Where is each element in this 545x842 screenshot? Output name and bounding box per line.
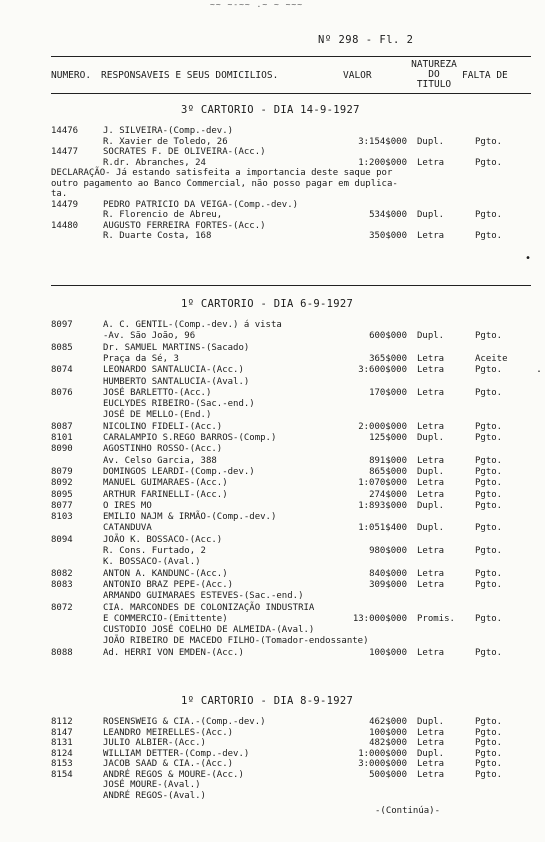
- entry-description: J. SILVEIRA-(Comp.-dev.): [103, 126, 234, 136]
- table-row: [51, 791, 531, 801]
- declaration-note: ta.: [51, 189, 68, 199]
- entry-value: 365$000: [369, 353, 407, 364]
- table-row: [51, 625, 531, 635]
- entry-description: JOÃO RIBEIRO DE MACEDO FILHO-(Tomador-endossante): [103, 636, 369, 647]
- continua-label: -(Continúa)-: [375, 806, 441, 816]
- table-row: [51, 231, 531, 241]
- entry-description: ROSENSWEIG & CIA.-(Comp.-dev.): [103, 717, 266, 727]
- entry-value: 350$000: [369, 231, 407, 241]
- entry-value: 500$000: [369, 769, 407, 780]
- section-header: 1º CARTORIO - DIA 8-9-1927: [181, 695, 354, 707]
- table-row: [51, 591, 531, 601]
- entry-status: Pgto.: [475, 568, 503, 579]
- column-falta: FALTA DE: [462, 70, 508, 81]
- entry-value: 1:200$000: [358, 157, 407, 168]
- entry-nature: Letra: [417, 489, 445, 500]
- entry-description: ANTON A. KANDUNC-(Acc.): [103, 568, 228, 579]
- entry-number: 8095: [51, 489, 73, 500]
- entry-value: 600$000: [369, 331, 407, 342]
- entry-description: LEANDRO MEIRELLES-(Acc.): [103, 727, 234, 738]
- table-row: [51, 388, 531, 398]
- entry-nature: Dupl.: [417, 523, 445, 534]
- table-row: [51, 377, 531, 387]
- table-row: [51, 399, 531, 409]
- entry-description: JOÃO K. BOSSACO-(Acc.): [103, 534, 223, 545]
- column-numero: NUMERO.: [51, 70, 92, 81]
- entry-status: Pgto.: [475, 387, 503, 398]
- entry-nature: Letra: [417, 579, 445, 590]
- entry-number: 14479: [51, 199, 79, 210]
- table-row: [51, 523, 531, 533]
- header-rule-bottom: [51, 93, 531, 94]
- entry-description: LEONARDO SANTALUCIA-(Acc.): [103, 365, 244, 376]
- table-row: [51, 210, 531, 220]
- table-row: [51, 221, 531, 231]
- entry-description: A. C. GENTIL-(Comp.-dev.) á vista: [103, 320, 282, 330]
- table-row: [51, 200, 531, 210]
- table-row: [51, 770, 531, 780]
- entry-number: 8077: [51, 500, 73, 511]
- entry-nature: Promis.: [417, 613, 455, 624]
- entry-value: 1:070$000: [358, 478, 407, 489]
- entry-description: R.dr. Abranches, 24: [103, 157, 206, 168]
- entry-status: Pgto.: [475, 478, 503, 489]
- entry-description: JULIO ALBIER-(Acc.): [103, 738, 206, 748]
- entry-status: Pgto.: [475, 489, 503, 500]
- entry-nature: Dupl.: [417, 748, 445, 759]
- entry-description: Praça da Sé, 3: [103, 353, 179, 364]
- entry-nature: Letra: [417, 455, 445, 466]
- entry-value: 125$000: [369, 433, 407, 443]
- entry-status: Pgto.: [475, 157, 503, 168]
- entry-value: 2:000$000: [358, 421, 407, 432]
- entry-status: Pgto.: [475, 500, 503, 511]
- declaration-note: DECLARAÇÃO- Já estando satisfeita a importancia deste saque por: [51, 168, 393, 178]
- entry-number: 8147: [51, 727, 73, 738]
- entry-description: SOCRATES F. DE OLIVEIRA-(Acc.): [103, 147, 266, 157]
- entry-nature: Letra: [417, 769, 445, 780]
- entry-number: 8090: [51, 444, 73, 455]
- page-reference: Nº 298 - Fl. 2: [318, 34, 414, 46]
- entry-status: Pgto.: [475, 579, 503, 590]
- entry-number: 8083: [51, 579, 73, 590]
- table-row: [51, 126, 531, 136]
- entry-status: Pgto.: [475, 727, 503, 738]
- entry-description: AGOSTINHO ROSSO-(Acc.): [103, 444, 223, 455]
- entry-description: HUMBERTO SANTALUCIA-(Aval.): [103, 376, 250, 387]
- table-row: [51, 354, 531, 364]
- entry-status: Pgto.: [475, 136, 503, 147]
- entry-description: CUSTODIO JOSÉ COELHO DE ALMEIDA-(Aval.): [103, 625, 315, 636]
- entry-nature: Letra: [417, 157, 445, 168]
- table-row: [51, 614, 531, 624]
- entry-nature: Letra: [417, 353, 445, 364]
- table-row: [51, 603, 531, 613]
- entry-nature: Letra: [417, 738, 445, 748]
- entry-number: 8154: [51, 769, 73, 780]
- header-rule-top: [51, 56, 531, 57]
- entry-nature: Letra: [417, 727, 445, 738]
- entry-value: 1:000$000: [358, 748, 407, 759]
- entry-description: JOSÉ MOURE-(Aval.): [103, 780, 201, 790]
- entry-nature: Letra: [417, 759, 445, 769]
- entry-description: R. Xavier de Toledo, 26: [103, 136, 228, 147]
- entry-description: ANDRÉ REGOS-(Aval.): [103, 790, 206, 801]
- entry-description: ANDRÉ REGOS & MOURE-(Acc.): [103, 769, 244, 780]
- entry-number: 8079: [51, 466, 73, 477]
- table-row: [51, 738, 531, 748]
- table-row: [51, 780, 531, 790]
- table-row: [51, 569, 531, 579]
- entry-nature: Dupl.: [417, 331, 445, 342]
- entry-description: E COMMERCIO-(Emittente): [103, 613, 228, 624]
- entry-description: CIA. MARCONDES DE COLONIZAÇÃO INDUSTRIA: [103, 602, 315, 613]
- entry-status: Pgto.: [475, 613, 503, 624]
- entry-nature: Dupl.: [417, 466, 445, 477]
- entry-value: 309$000: [369, 579, 407, 590]
- table-row: [51, 433, 531, 443]
- entry-number: 8072: [51, 602, 73, 613]
- entry-value: 980$000: [369, 546, 407, 556]
- entry-status: Pgto.: [475, 455, 503, 466]
- table-row: [51, 158, 531, 168]
- entry-nature: Letra: [417, 647, 445, 658]
- table-row: [51, 343, 531, 353]
- section-divider: [51, 285, 531, 286]
- entry-number: 8153: [51, 759, 73, 769]
- declaration-note: outro pagamento ao Banco Commercial, não posso pagar em duplica-: [51, 178, 398, 189]
- entry-description: -Av. São João, 96: [103, 331, 196, 342]
- entry-status: Pgto.: [475, 717, 503, 727]
- entry-value: 3:600$000: [358, 365, 407, 376]
- entry-value: 13:000$000: [352, 613, 407, 624]
- entry-description: O IRES MO: [103, 500, 152, 511]
- entry-value: 891$000: [369, 455, 407, 466]
- entry-description: R. Florencio de Abreu,: [103, 210, 223, 220]
- table-row: [51, 137, 531, 147]
- entry-nature: Dupl.: [417, 500, 445, 511]
- margin-dot: •: [525, 253, 532, 264]
- column-natureza: NATUREZA DO TITULO: [411, 59, 457, 90]
- margin-dot: .: [536, 364, 543, 375]
- entry-description: K. BOSSACO-(Aval.): [103, 557, 201, 568]
- entry-description: WILLIAM DETTER-(Comp.-dev.): [103, 748, 250, 759]
- entry-value: 840$000: [369, 568, 407, 579]
- table-row: [51, 456, 531, 466]
- entry-value: 100$000: [369, 647, 407, 658]
- table-row: [51, 501, 531, 511]
- entry-description: EUCLYDES RIBEIRO-(Sac.-end.): [103, 399, 255, 410]
- entry-nature: Letra: [417, 231, 445, 241]
- table-row: [51, 478, 531, 488]
- entry-nature: Dupl.: [417, 433, 445, 443]
- entry-status: Pgto.: [475, 647, 503, 658]
- entry-number: 8076: [51, 387, 73, 398]
- entry-value: 100$000: [369, 727, 407, 738]
- table-row: [51, 648, 531, 658]
- table-row: [51, 580, 531, 590]
- entry-description: ARMANDO GUIMARAES ESTEVES-(Sac.-end.): [103, 591, 304, 602]
- table-row: [51, 749, 531, 759]
- entry-value: 482$000: [369, 738, 407, 748]
- entry-description: JOSÉ DE MELLO-(End.): [103, 410, 212, 421]
- entry-description: NICOLINO FIDELI-(Acc.): [103, 421, 223, 432]
- section-header: 1º CARTORIO - DIA 6-9-1927: [181, 298, 354, 310]
- entry-value: 274$000: [369, 489, 407, 500]
- entry-number: 8131: [51, 738, 73, 748]
- table-row: [51, 759, 531, 769]
- entry-nature: Letra: [417, 546, 445, 556]
- entry-nature: Dupl.: [417, 717, 445, 727]
- entry-description: Av. Celso Garcia, 388: [103, 455, 217, 466]
- entry-status: Pgto.: [475, 421, 503, 432]
- table-row: [51, 444, 531, 454]
- entry-status: Aceite: [475, 353, 508, 364]
- entry-value: 1:051$400: [358, 523, 407, 534]
- entry-nature: Letra: [417, 387, 445, 398]
- entry-description: ANTONIO BRAZ PEPE-(Acc.): [103, 579, 234, 590]
- table-row: [51, 557, 531, 567]
- entry-description: Ad. HERRI VON EMDEN-(Acc.): [103, 647, 244, 658]
- entry-value: 3:154$000: [358, 136, 407, 147]
- entry-number: 8094: [51, 534, 73, 545]
- entry-status: Pgto.: [475, 433, 503, 443]
- table-row: [51, 490, 531, 500]
- entry-description: DOMINGOS LEARDI-(Comp.-dev.): [103, 466, 255, 477]
- entry-status: Pgto.: [475, 769, 503, 780]
- entry-nature: Letra: [417, 365, 445, 376]
- entry-description: AUGUSTO FERREIRA FORTES-(Acc.): [103, 220, 266, 231]
- entry-number: 8088: [51, 647, 73, 658]
- entry-description: CATANDUVA: [103, 523, 152, 534]
- entry-description: CARALAMPIO S.REGO BARROS-(Comp.): [103, 433, 277, 443]
- entry-status: Pgto.: [475, 365, 503, 376]
- entry-status: Pgto.: [475, 466, 503, 477]
- entry-status: Pgto.: [475, 759, 503, 769]
- entry-status: Pgto.: [475, 748, 503, 759]
- table-row: [51, 535, 531, 545]
- entry-number: 8087: [51, 421, 73, 432]
- entry-nature: Dupl.: [417, 210, 445, 220]
- entry-nature: Letra: [417, 421, 445, 432]
- entry-description: ARTHUR FARINELLI-(Acc.): [103, 489, 228, 500]
- table-row: [51, 512, 531, 522]
- column-responsaveis: RESPONSAVEIS E SEUS DOMICILIOS.: [101, 70, 279, 81]
- entry-value: 462$000: [369, 717, 407, 727]
- entry-status: Pgto.: [475, 210, 503, 220]
- table-row: [51, 331, 531, 341]
- entry-status: Pgto.: [475, 231, 503, 241]
- table-row: [51, 422, 531, 432]
- entry-description: JOSÉ BARLETTO-(Acc.): [103, 387, 212, 398]
- section-header: 3º CARTORIO - DIA 14-9-1927: [181, 104, 360, 116]
- entry-value: 170$000: [369, 387, 407, 398]
- table-row: [51, 320, 531, 330]
- entry-status: Pgto.: [475, 738, 503, 748]
- entry-description: JACOB SAAD & CIA.-(Acc.): [103, 759, 234, 769]
- entry-value: 3:000$000: [358, 759, 407, 769]
- entry-status: Pgto.: [475, 331, 503, 342]
- table-row: [51, 467, 531, 477]
- entry-status: Pgto.: [475, 523, 503, 534]
- entry-nature: Dupl.: [417, 136, 445, 147]
- table-row: [51, 717, 531, 727]
- entry-number: 14477: [51, 147, 79, 157]
- table-row: [51, 636, 531, 646]
- entry-nature: Letra: [417, 478, 445, 489]
- entry-number: 8074: [51, 365, 73, 376]
- entry-number: 8082: [51, 568, 73, 579]
- entry-description: R. Duarte Costa, 168: [103, 231, 212, 241]
- top-scan-noise: ~~ ~-~~ .~ ~ ~~~: [210, 0, 304, 9]
- table-row: [51, 365, 531, 375]
- entry-description: MANUEL GUIMARAES-(Acc.): [103, 478, 228, 489]
- entry-number: 14476: [51, 126, 79, 136]
- entry-number: 8092: [51, 478, 73, 489]
- entry-description: EMILIO NAJM & IRMÃO-(Comp.-dev.): [103, 512, 277, 523]
- entry-number: 8124: [51, 748, 73, 759]
- entry-status: Pgto.: [475, 546, 503, 556]
- entry-value: 534$000: [369, 210, 407, 220]
- column-header-row: [51, 58, 531, 92]
- entry-number: 8085: [51, 342, 73, 353]
- entry-number: 8103: [51, 512, 73, 523]
- entry-number: 8101: [51, 433, 73, 443]
- entry-number: 14480: [51, 220, 79, 231]
- entry-value: 865$000: [369, 466, 407, 477]
- column-valor: VALOR: [343, 70, 372, 81]
- entry-description: Dr. SAMUEL MARTINS-(Sacado): [103, 342, 250, 353]
- entry-number: 8097: [51, 320, 73, 330]
- entry-number: 8112: [51, 717, 73, 727]
- entry-description: R. Cons. Furtado, 2: [103, 546, 206, 556]
- table-row: [51, 728, 531, 738]
- entry-description: PEDRO PATRICIO DA VEIGA-(Comp.-dev.): [103, 199, 299, 210]
- table-row: [51, 410, 531, 420]
- table-row: [51, 147, 531, 157]
- table-row: [51, 546, 531, 556]
- entry-nature: Letra: [417, 568, 445, 579]
- entry-value: 1:893$000: [358, 500, 407, 511]
